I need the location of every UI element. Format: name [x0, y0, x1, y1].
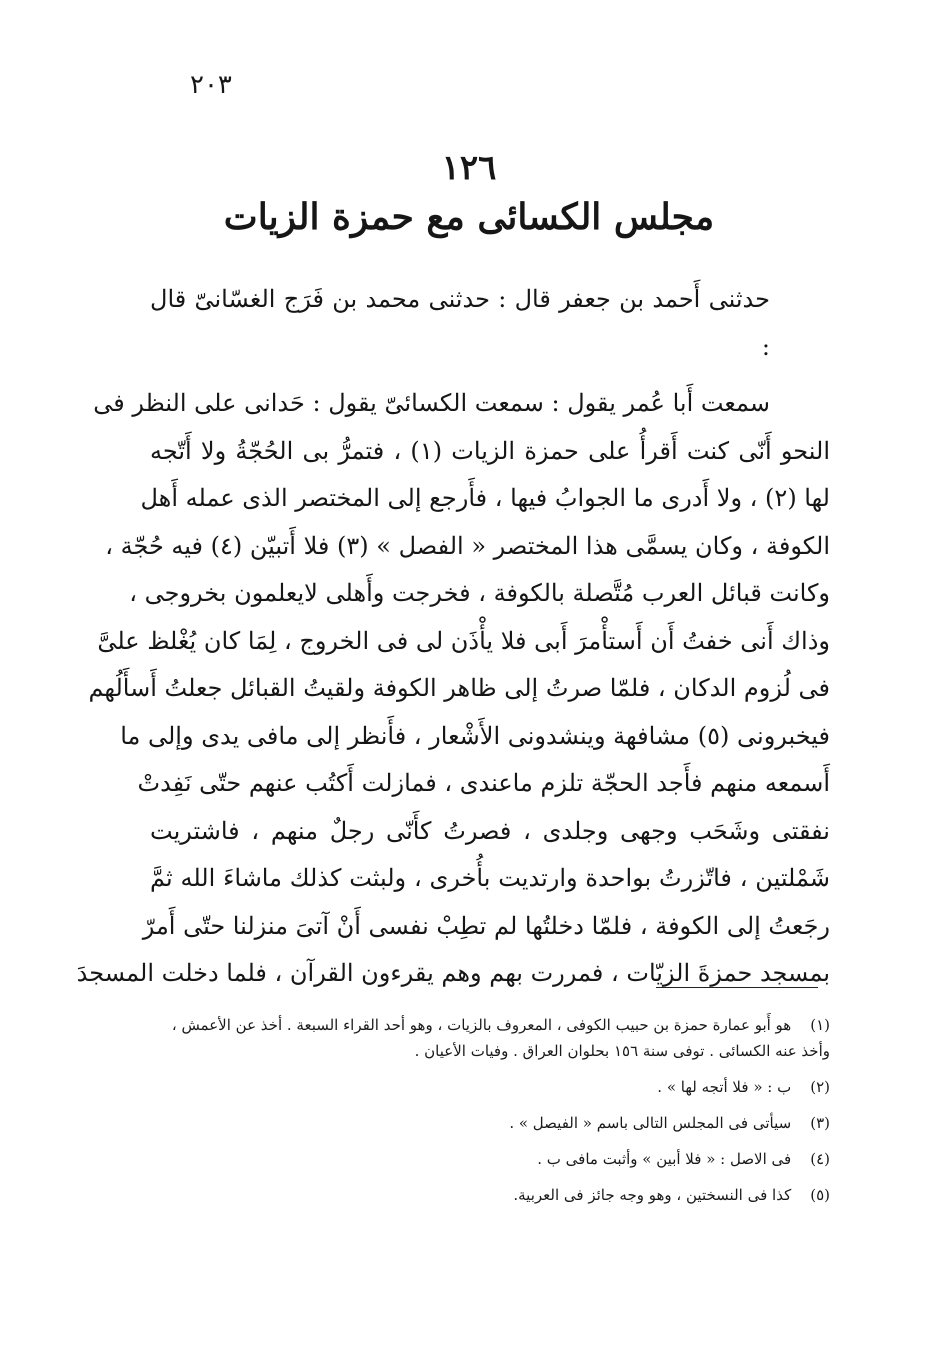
footnote — [140, 1074, 830, 1100]
footnote-text: كذا فى النسختين ، وهو وجه جائز فى العربية. — [513, 1186, 792, 1204]
section-number: ١٢٦ — [441, 148, 497, 188]
footnote — [140, 1146, 830, 1172]
text-line: بمسجد حمزةَ الزيّات ، فمررت بهم وهم يقرءون القرآن ، فلما دخلت المسجدَ — [76, 959, 830, 987]
footnote — [140, 1182, 830, 1208]
text-line: النحو أَنّى كنت أَقرأُ على حمزة الزيات (١) ، فتمرُّ بى الحُجّةُ ولا أَتّجه — [150, 436, 831, 465]
footnote-number: (٢) — [810, 1078, 830, 1096]
footnotes — [140, 1012, 830, 1208]
text-line: شَمْلتين ، فاتّزرتُ بواحدة وارتديت بأُخرى ، ولبثت كذلك ماشاءَ الله ثمَّ — [150, 864, 830, 892]
text-line: رجَعتُ إلى الكوفة ، فلمّا دخلتُها لم تطِبْ نفسى أَنْ آتىَ منزلنا حتّى أَمرّ — [142, 911, 830, 940]
footnote-text: فى الاصل : « فلا أبين » وأثبت مافى ب . — [537, 1150, 792, 1168]
footnote — [140, 1012, 830, 1064]
opening-paragraph: حدثنى أَحمد بن جعفر قال : حدثنى محمد بن فَرَج الغسّانىّ قال : — [150, 285, 770, 361]
footnote-text: هو أَبو عمارة حمزة بن حبيب الكوفى ، المعروف بالزيات ، وهو أحد القراء السبعة . أخذ عن الأعمش ، وأخذ عنه الكسائى . توفى سنة ١٥٦ بحلوان العراق . وفيات الأعيان . — [171, 1016, 830, 1060]
section-title: مجلس الكسائى مع حمزة الزيات — [223, 196, 715, 238]
text-line: سمعت أَبا عُمر يقول : سمعت الكسائىّ يقول : حَدانى على النظر فى — [93, 389, 770, 417]
footnote-text: ب : « فلا أتجه لها » . — [657, 1078, 792, 1096]
footnote-separator — [656, 987, 818, 988]
main-paragraph — [76, 380, 831, 998]
text-line: نفقتى وشَحَب وجهى وجلدى ، فصرتُ كأَنّى رجلٌ منهم ، فاشتريت — [150, 816, 830, 845]
body-text — [76, 276, 831, 998]
footnote-number: (٣) — [810, 1114, 830, 1132]
footnote-text: سيأتى فى المجلس التالى باسم « الفيصل » . — [509, 1114, 792, 1132]
text-line: لها (٢) ، ولا أَدرى ما الجوابُ فيها ، فأَرجع إلى المختصر الذى عمله أَهل — [140, 484, 830, 512]
footnote-number: (٤) — [810, 1150, 830, 1168]
footnote-number: (١) — [810, 1016, 830, 1034]
text-line: الكوفة ، وكان يسمَّى هذا المختصر « الفصل » (٣) فلا أَتبيّن (٤) فيه حُجّة ، — [105, 531, 830, 560]
text-line: أَسمعه منهم فأَجد الحجّة تلزم ماعندى ، فمازلت أَكتُب عنهم حتّى نَفِدتْ — [137, 769, 830, 797]
text-line: وذاك أَنى خفتُ أَن أَستأْمرَ أَبى فلا يأْذَن لى فى الخروج ، لِمَا كان يُغْلظ علىَّ — [97, 626, 830, 655]
text-line: فيخبرونى (٥) مشافهة وينشدونى الأَشْعار ، فأَنظر إلى مافى يدى وإلى ما — [120, 721, 830, 750]
footnote-number: (٥) — [810, 1186, 830, 1204]
page-number: ٢٠٣ — [190, 70, 232, 100]
text-line: فى لُزوم الدكان ، فلمّا صرتُ إلى ظاهر الكوفة ولقيتُ القبائل جعلتُ أَسأَلُهم — [88, 674, 830, 702]
text-line: وكانت قبائل العرب مُتَّصلة بالكوفة ، فخرجت وأَهلى لايعلمون بخروجى ، — [129, 579, 830, 607]
footnote — [140, 1110, 830, 1136]
